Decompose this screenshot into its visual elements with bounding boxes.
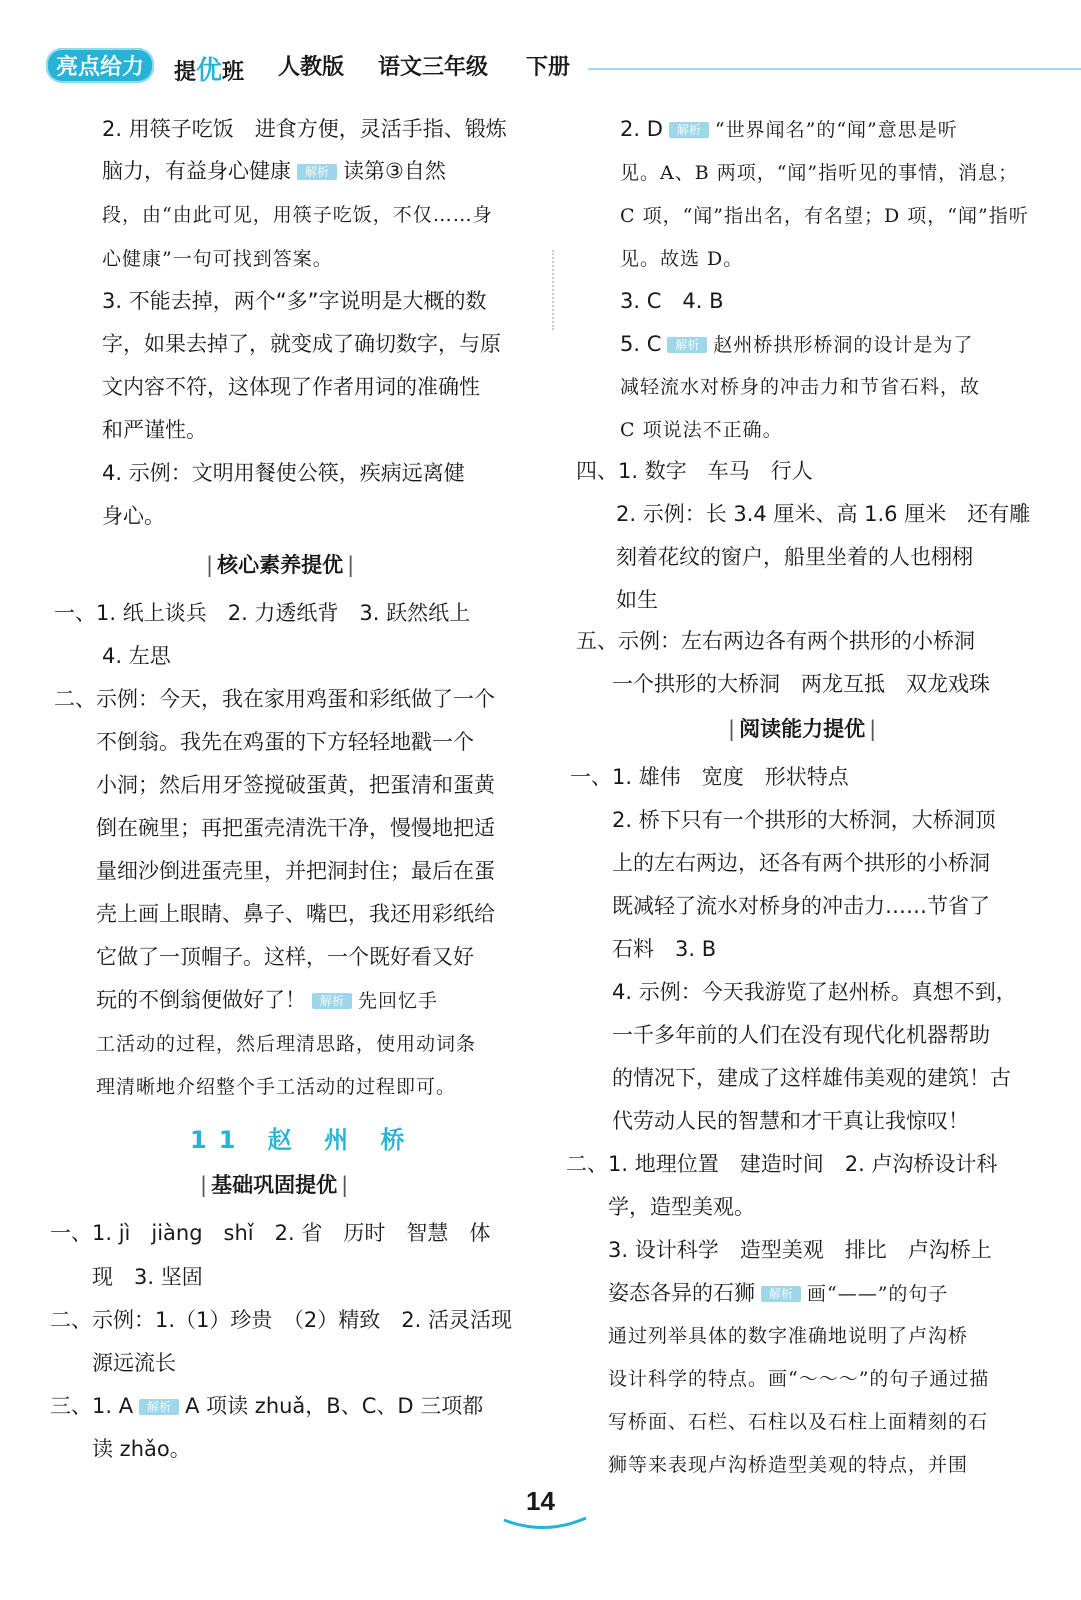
analysis-tag: 解析 (139, 1399, 179, 1415)
answer-line: 3. 设计科学 造型美观 排比 卢沟桥上 (608, 1238, 992, 1262)
answer-line: 二、示例：今天，我在家用鸡蛋和彩纸做了一个 (54, 687, 495, 711)
subject-label: 语文三年级 (378, 55, 489, 80)
analysis-line: 通过列举具体的数字准确地说明了卢沟桥 (608, 1325, 969, 1347)
analysis-line: C 项，“闻”指出名，有名望；D 项，“闻”指听 (620, 205, 1029, 227)
series-title: 提优班 (174, 56, 245, 86)
analysis-line: 见。A、B 两项，“闻”指听见的事情，消息； (620, 162, 1019, 184)
answer-line: 5. C 解析 赵州桥拱形桥洞的设计是为了 (620, 332, 974, 356)
column-divider (552, 250, 554, 330)
answer-line: 源远流长 (92, 1351, 176, 1375)
answer-line: 4. 示例：文明用餐使公筷，疾病远离健 (102, 461, 465, 485)
answer-line: 一、1. 纸上谈兵 2. 力透纸背 3. 跃然纸上 (54, 601, 471, 625)
analysis-line: 心健康”一句可找到答案。 (102, 248, 333, 270)
answer-line: 代劳动人民的智慧和才干真让我惊叹！ (612, 1109, 969, 1133)
analysis-line: 理清晰地介绍整个手工活动的过程即可。 (96, 1076, 457, 1098)
answer-line: 一、1. jì jiàng shǐ 2. 省 历时 智慧 体 (50, 1221, 491, 1245)
answer-line: 不倒翁。我先在鸡蛋的下方轻轻地戳一个 (96, 730, 474, 754)
header-rule (588, 68, 1081, 70)
answer-line: 五、示例：左右两边各有两个拱形的小桥洞 (576, 629, 975, 653)
analysis-line: 狮等来表现卢沟桥造型美观的特点，并围 (608, 1454, 969, 1476)
answer-line: 玩的不倒翁便做好了！ 解析 先回忆手 (96, 988, 439, 1012)
answer-line: 既减轻了流水对桥身的冲击力……节省了 (612, 894, 990, 918)
answer-line: 它做了一顶帽子。这样，一个既好看又好 (96, 945, 474, 969)
answer-line: 一千多年前的人们在没有现代化机器帮助 (612, 1023, 990, 1047)
answer-line: 脑力，有益身心健康 解析 读第③自然 (102, 159, 446, 183)
page-number-swoosh-icon (500, 1514, 590, 1534)
answer-line: 上的左右两边，还各有两个拱形的小桥洞 (612, 851, 990, 875)
answer-line: 量细沙倒进蛋壳里，并把洞封住；最后在蛋 (96, 859, 495, 883)
analysis-tag: 解析 (297, 164, 337, 180)
answer-line: 二、示例：1.（1）珍贵 （2）精致 2. 活灵活现 (50, 1308, 512, 1332)
edition-label: 人教版 (278, 55, 345, 80)
answer-line: 4. 左思 (102, 644, 171, 668)
page-header (46, 46, 1046, 86)
page-number: 14 (526, 1486, 555, 1516)
section-heading: | 阅读能力提优 | (724, 716, 880, 742)
answer-line: 三、1. A 解析 A 项读 zhuǎ，B、C、D 三项都 (50, 1394, 484, 1418)
answer-line: 石料 3. B (612, 937, 717, 961)
answer-line: 和严谨性。 (102, 418, 207, 442)
analysis-line: 减轻流水对桥身的冲击力和节省石料，故 (620, 376, 981, 398)
lesson-title: 11 赵 州 桥 (190, 1126, 417, 1154)
answer-line: 4. 示例：今天我游览了赵州桥。真想不到， (612, 980, 1017, 1004)
answer-line: 2. 示例：长 3.4 厘米、高 1.6 厘米 还有雕 (616, 502, 1031, 526)
answer-line: 学，造型美观。 (608, 1195, 755, 1219)
answer-line: 文内容不符，这体现了作者用词的准确性 (102, 375, 480, 399)
analysis-line: C 项说法不正确。 (620, 419, 783, 441)
analysis-tag: 解析 (669, 122, 709, 138)
answer-line: 二、1. 地理位置 建造时间 2. 卢沟桥设计科 (566, 1152, 998, 1176)
answer-line: 刻着花纹的窗户，船里坐着的人也栩栩 (616, 545, 973, 569)
analysis-line: 设计科学的特点。画“～～～”的句子通过描 (608, 1368, 990, 1390)
answer-line: 壳上画上眼睛、鼻子、嘴巴，我还用彩纸给 (96, 902, 495, 926)
answer-line: 2. 桥下只有一个拱形的大桥洞，大桥洞顶 (612, 808, 996, 832)
volume-label: 下册 (526, 55, 571, 80)
answer-line: 姿态各异的石狮 解析 画“——”的句子 (608, 1281, 949, 1305)
answer-line: 2. 用筷子吃饭 进食方便，灵活手指、锻炼 (102, 117, 507, 141)
answer-line: 读 zhǎo。 (92, 1437, 191, 1461)
answer-line: 2. D 解析 “世界闻名”的“闻”意思是听 (620, 117, 958, 141)
analysis-line: 写桥面、石栏、石柱以及石柱上面精刻的石 (608, 1411, 989, 1433)
analysis-line: 段，由“由此可见，用筷子吃饭，不仅……身 (102, 204, 493, 226)
section-heading: | 基础巩固提优 | (196, 1172, 352, 1198)
answer-line: 如生 (616, 588, 658, 612)
answer-line: 一、1. 雄伟 宽度 形状特点 (570, 765, 849, 789)
answer-line: 现 3. 坚固 (92, 1265, 203, 1289)
section-heading: | 核心素养提优 | (202, 552, 358, 578)
answer-line: 倒在碗里；再把蛋壳清洗干净，慢慢地把适 (96, 816, 495, 840)
brand-logo: 亮点给力 (46, 48, 154, 83)
answer-line: 的情况下，建成了这样雄伟美观的建筑！古 (612, 1066, 1011, 1090)
analysis-line: 见。故选 D。 (620, 248, 744, 270)
analysis-line: 工活动的过程，然后理清思路，使用动词条 (96, 1033, 477, 1055)
answer-line: 小洞；然后用牙签搅破蛋黄，把蛋清和蛋黄 (96, 773, 495, 797)
answer-line: 字，如果去掉了，就变成了确切数字，与原 (102, 332, 501, 356)
analysis-tag: 解析 (312, 993, 352, 1009)
answer-line: 3. 不能去掉，两个“多”字说明是大概的数 (102, 289, 487, 313)
answer-line: 3. C 4. B (620, 289, 724, 313)
answer-line: 身心。 (102, 504, 165, 528)
answer-line: 四、1. 数字 车马 行人 (576, 459, 813, 483)
answer-line: 一个拱形的大桥洞 两龙互抵 双龙戏珠 (612, 672, 990, 696)
analysis-tag: 解析 (761, 1286, 801, 1302)
analysis-tag: 解析 (667, 337, 707, 353)
